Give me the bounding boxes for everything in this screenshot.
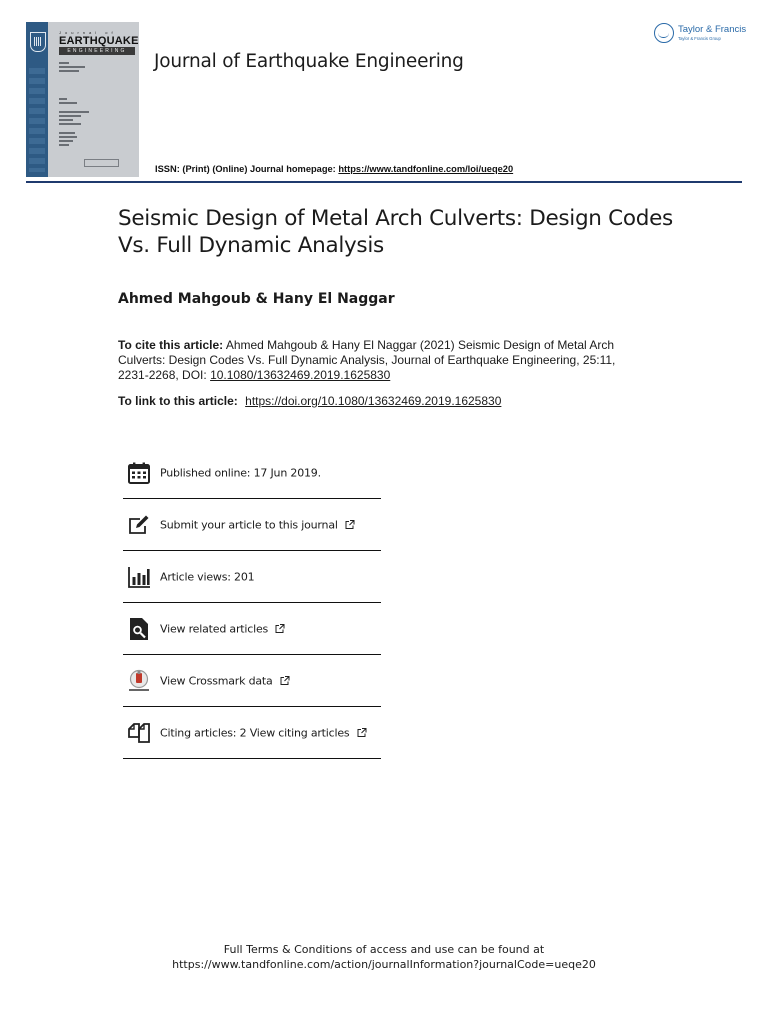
- crossmark-icon: [127, 669, 151, 693]
- link-label: To link to this article:: [118, 394, 238, 408]
- cite-doi-link[interactable]: 10.1080/13632469.2019.1625830: [210, 368, 391, 382]
- cover-emblem-icon: [30, 32, 46, 52]
- journal-homepage-link[interactable]: https://www.tandfonline.com/loi/ueqe20: [338, 164, 514, 174]
- related-articles-label[interactable]: View related articles: [160, 622, 269, 635]
- footer-terms: [0, 942, 768, 972]
- cover-bar-title: ENGINEERING: [59, 47, 135, 55]
- citing-articles-label[interactable]: Citing articles: 2 View citing articles: [160, 726, 350, 739]
- calendar-icon: [127, 461, 151, 485]
- cite-text: Ahmed Mahgoub & Hany El Naggar (2021) Seismic Design of Metal Arch Culverts: Design Codes Vs. Full Dynamic Analysis, Journal of Earthquake Engineering, 25:11, 2231-2268, DOI:: [118, 338, 616, 382]
- crossmark-row[interactable]: [123, 655, 381, 707]
- published-online-row: [123, 447, 381, 499]
- related-articles-row[interactable]: [123, 603, 381, 655]
- journal-title: Journal of Earthquake Engineering: [154, 51, 464, 72]
- citing-documents-icon: [127, 721, 151, 745]
- external-link-icon: [345, 519, 355, 529]
- external-link-icon: [275, 623, 285, 633]
- published-online-label: Published online: 17 Jun 2019.: [160, 466, 321, 479]
- submit-article-row[interactable]: [123, 499, 381, 551]
- document-search-icon: [127, 617, 151, 641]
- external-link-icon: [357, 727, 367, 737]
- article-doi-link[interactable]: https://doi.org/10.1080/13632469.2019.1625830: [245, 394, 502, 408]
- bar-chart-icon: [127, 565, 151, 589]
- article-views-label: Article views: 201: [160, 570, 255, 583]
- issn-text: ISSN: (Print) (Online) Journal homepage:: [155, 164, 336, 174]
- edit-icon: [127, 513, 151, 537]
- cite-label: To cite this article:: [118, 338, 224, 352]
- cover-main-title: EARTHQUAKE: [59, 35, 139, 47]
- publisher-sub-name: Taylor & Francis Group: [678, 36, 721, 41]
- article-link-block: [118, 394, 501, 408]
- crossmark-label[interactable]: View Crossmark data: [160, 674, 273, 687]
- publisher-name: Taylor & Francis: [678, 24, 747, 35]
- article-authors: Ahmed Mahgoub & Hany El Naggar: [118, 291, 395, 307]
- article-views-row: [123, 551, 381, 603]
- article-metrics-list: [123, 447, 381, 759]
- taylor-francis-logo[interactable]: [653, 22, 745, 46]
- journal-cover-image: [26, 22, 139, 177]
- citation-block: [118, 338, 638, 383]
- header-divider: [26, 181, 742, 183]
- article-title: Seismic Design of Metal Arch Culverts: Design Codes Vs. Full Dynamic Analysis: [118, 206, 673, 258]
- citing-articles-row[interactable]: [123, 707, 381, 759]
- submit-article-label[interactable]: Submit your article to this journal: [160, 518, 338, 531]
- cover-publisher-logo: [84, 159, 119, 167]
- issn-line: [155, 164, 513, 174]
- footer-terms-link[interactable]: https://www.tandfonline.com/action/journalInformation?journalCode=ueqe20: [172, 958, 596, 971]
- external-link-icon: [280, 675, 290, 685]
- footer-line-1: Full Terms & Conditions of access and use can be found at: [223, 943, 545, 956]
- wave-logo-icon: [654, 23, 674, 43]
- cover-pre-title: Journal of: [59, 30, 117, 35]
